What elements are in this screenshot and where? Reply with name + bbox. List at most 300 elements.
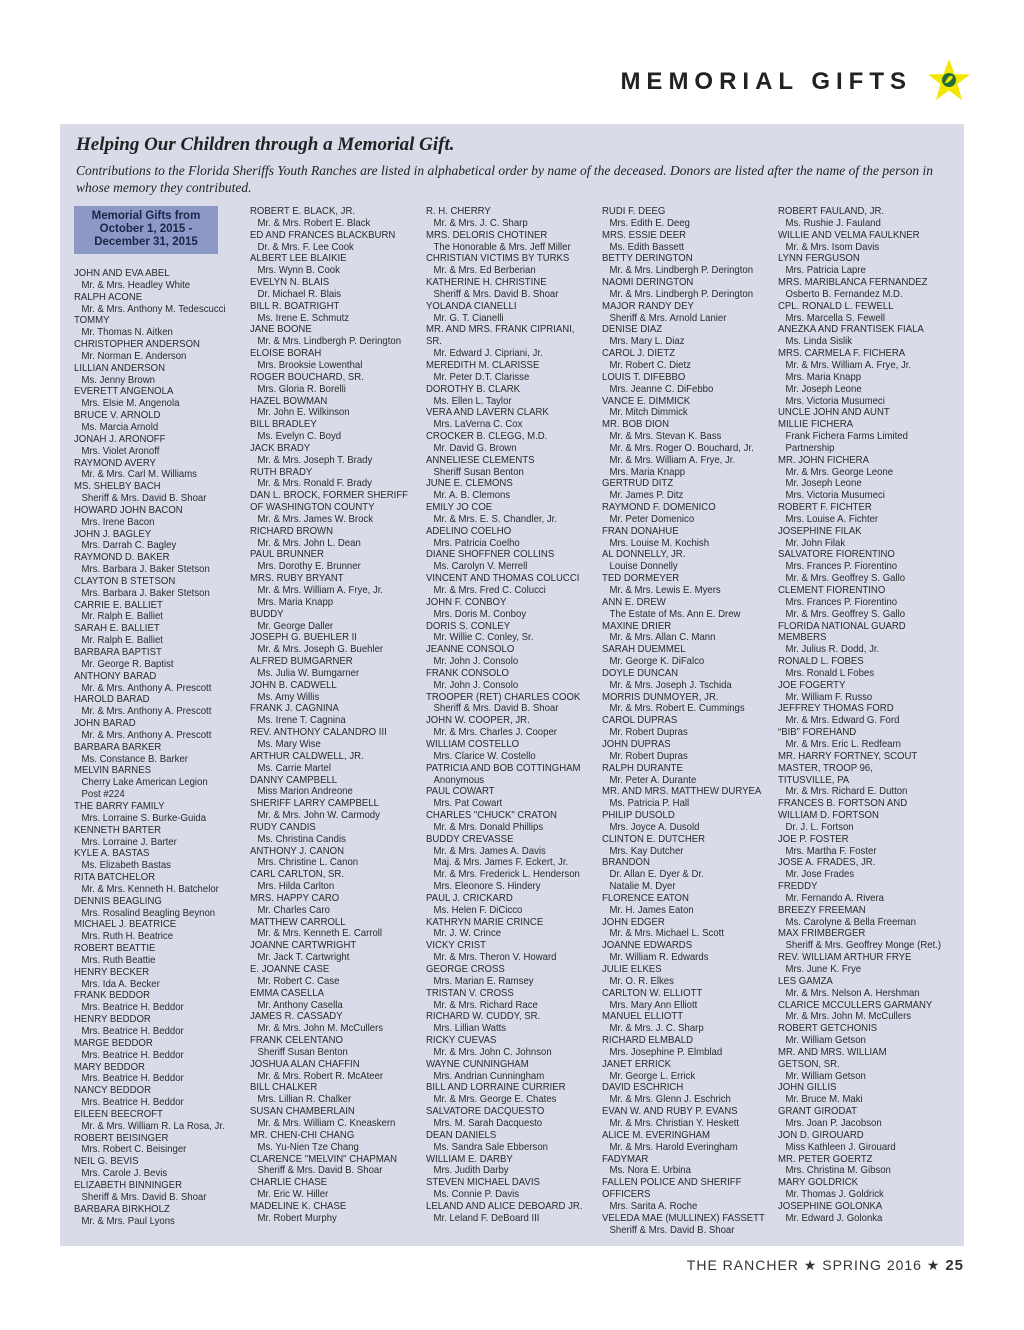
donor-name: Mr. George L. Errick <box>609 1070 696 1082</box>
donor-name: Mr. William R. Edwards <box>609 952 709 964</box>
donor-name: Ms. Sandra Sale Ebberson <box>433 1141 548 1153</box>
donor-name: Mr. & Mrs. Joseph J. Tschida <box>609 679 732 691</box>
donor-name: Cherry Lake American Legion <box>81 777 208 789</box>
donor-name: Sheriff Susan Benton <box>433 466 524 478</box>
deceased-name: BILL R. BOATRIGHT <box>250 300 340 312</box>
donor-name: Mrs. Beatrice H. Beddor <box>81 1002 184 1014</box>
deceased-name: FALLEN POLICE AND SHERIFF <box>602 1177 742 1189</box>
deceased-name: JULIE ELKES <box>602 964 662 975</box>
deceased-name: BARBARA BARKER <box>74 741 162 753</box>
donor-name: Sheriff & Mrs. David B. Shoar <box>609 1224 735 1236</box>
deceased-name: ARTHUR CALDWELL, JR. <box>250 750 364 762</box>
donor-name: Mr. & Mrs. Isom Davis <box>785 241 880 253</box>
deceased-name: MADELINE K. CHASE <box>250 1200 347 1212</box>
listing-column-1 <box>74 206 242 1227</box>
deceased-name: PAUL BRUNNER <box>250 549 324 561</box>
donor-name: Mr. & Mrs. J. C. Sharp <box>609 1023 704 1035</box>
donor-name: Sheriff & Mrs. David B. Shoar <box>81 493 207 505</box>
deceased-name: BETTY DERINGTON <box>602 253 693 265</box>
donor-name: Mr. Edward J. Golonka <box>785 1212 883 1224</box>
donor-name: Mr. John Filak <box>785 537 846 549</box>
donor-name: Mr. Peter D.T. Clarisse <box>433 371 530 383</box>
donor-name: Mrs. Barbara J. Baker Stetson <box>81 564 210 576</box>
donor-name: Mrs. Doris M. Conboy <box>433 608 527 620</box>
deceased-name: DOROTHY B. CLARK <box>426 383 521 395</box>
donor-name: Mr. Willie C. Conley, Sr. <box>433 632 534 644</box>
deceased-name: MARY GOLDRICK <box>778 1177 859 1189</box>
deceased-name: REV. WILLIAM ARTHUR FRYE <box>778 952 912 964</box>
deceased-name: CHRISTOPHER ANDERSON <box>74 339 200 351</box>
deceased-name: ROGER BOUCHARD, SR. <box>250 371 364 383</box>
donor-name: Mrs. Wynn B. Cook <box>257 265 340 277</box>
donor-name: Mr. & Mrs. George E. Chates <box>433 1094 557 1106</box>
donor-name: Mrs. Marcella S. Fewell <box>785 312 886 324</box>
donor-name: Mr. Norman E. Anderson <box>81 350 187 362</box>
donor-name: Mrs. Lorraine S. Burke-Guida <box>81 812 207 824</box>
donor-name: Mrs. Louise A. Fichter <box>785 513 879 525</box>
donor-name: Mr. & Mrs. Lindbergh P. Derington <box>609 288 754 300</box>
deceased-name: ANTHONY BARAD <box>74 670 157 682</box>
deceased-name: DANNY CAMPBELL <box>250 774 338 786</box>
donor-name: Sheriff & Mrs. David B. Shoar <box>433 703 559 715</box>
donor-name: The Estate of Ms. Ann E. Drew <box>609 608 741 620</box>
deceased-name: MRS. DELORIS CHOTINER <box>426 229 548 241</box>
deceased-name: JOHN AND EVA ABEL <box>74 268 170 279</box>
deceased-name: VINCENT AND THOMAS COLUCCI <box>426 573 580 585</box>
deceased-name: MR. AND MRS. WILLIAM <box>778 1046 887 1058</box>
donor-name: Mrs. Victoria Musumeci <box>785 490 885 502</box>
donor-name: Mr. & Mrs. James A. Davis <box>433 845 546 857</box>
deceased-name: DENISE DIAZ <box>602 324 663 336</box>
donor-name: Ms. Nora E. Urbina <box>609 1165 691 1177</box>
deceased-name: RICHARD ELMBALD <box>602 1035 694 1047</box>
donor-name: Mr. Eric W. Hiller <box>257 1189 329 1201</box>
donor-name: Mrs. Ruth H. Beatrice <box>81 931 174 943</box>
deceased-name: BILL CHALKER <box>250 1082 318 1094</box>
deceased-name: SR. <box>426 336 442 348</box>
donor-name: Mr. & Mrs. Geoffrey S. Gallo <box>785 608 906 620</box>
deceased-name: CROCKER B. CLEGG, M.D. <box>426 431 548 443</box>
deceased-name: JOANNE CARTWRIGHT <box>250 940 357 952</box>
donor-name: Mr. & Mrs. Robert E. Cummings <box>609 703 745 715</box>
donor-name: Mrs. Ronald L Fobes <box>785 667 875 679</box>
deceased-name: MR. JOHN FICHERA <box>778 454 869 466</box>
donor-name: Mrs. Frances P. Fiorentino <box>785 596 898 608</box>
deceased-name: JOE P. FOSTER <box>778 833 849 845</box>
deceased-name: MRS. RUBY BRYANT <box>250 573 344 585</box>
deceased-name: E. JOANNE CASE <box>250 964 330 975</box>
deceased-name: CHARLIE CHASE <box>250 1177 328 1189</box>
deceased-name: CARLTON W. ELLIOTT <box>602 987 703 999</box>
donor-name: Mr. Thomas J. Goldrick <box>785 1189 884 1201</box>
deceased-name: LYNN FERGUSON <box>778 253 860 265</box>
donor-name: Ms. Julia W. Bumgarner <box>257 667 360 679</box>
deceased-name: REV. ANTHONY CALANDRO III <box>250 727 387 739</box>
donor-name: Mr. O. R. Elkes <box>609 975 674 987</box>
donor-name: Mr. James P. Ditz <box>609 490 684 502</box>
donor-name: Mrs. Hilda Carlton <box>257 881 335 893</box>
issue-season: SPRING 2016 <box>822 1257 922 1273</box>
deceased-name: JOSHUA ALAN CHAFFIN <box>250 1058 360 1070</box>
donor-name: Mrs. Clarice W. Costello <box>433 750 536 762</box>
donor-name: Ms. Irene T. Cagnina <box>257 715 346 727</box>
deceased-name: WILLIE AND VELMA FAULKNER <box>778 229 920 241</box>
deceased-name: ANTHONY J. CANON <box>250 845 344 857</box>
deceased-name: CARL CARLTON, SR. <box>250 869 345 881</box>
donor-name: Sheriff & Mrs. David B. Shoar <box>257 1165 383 1177</box>
deceased-name: JOHN DUPRAS <box>602 738 671 750</box>
donor-name: Mrs. Carole J. Bevis <box>81 1168 168 1180</box>
donor-name: Mrs. Josephine P. Elmblad <box>609 1046 723 1058</box>
deceased-name: NEIL G. BEVIS <box>74 1156 139 1168</box>
donor-name: Anonymous <box>433 774 485 786</box>
donor-name: Mrs. Mary Ann Elliott <box>609 999 698 1011</box>
deceased-name: JOSEPHINE FILAK <box>778 525 862 537</box>
donor-name: Mr. & Mrs. Anthony A. Prescott <box>81 706 212 718</box>
deceased-name: DAVID ESCHRICH <box>602 1082 684 1094</box>
deceased-name: JAMES R. CASSADY <box>250 1011 343 1023</box>
section-title: Helping Our Children through a Memorial Gift. <box>76 134 455 155</box>
deceased-name: DOYLE DUNCAN <box>602 667 679 679</box>
deceased-name: YOLANDA CIANELLI <box>426 300 517 312</box>
donor-name: Mr. & Mrs. James W. Brock <box>257 513 373 525</box>
donor-name: Mr. J. W. Crince <box>433 928 502 940</box>
deceased-name: ROBERT E. BLACK, JR. <box>250 206 356 217</box>
donor-name: Mr. H. James Eaton <box>609 904 694 916</box>
donor-name: Mr. & Mrs. Robert E. Black <box>257 217 371 229</box>
donor-name: Mr. John J. Consolo <box>433 656 519 668</box>
donor-name: Mrs. Louise M. Kochish <box>609 537 710 549</box>
deceased-name: WAYNE CUNNINGHAM <box>426 1058 529 1070</box>
deceased-name: MARY BEDDOR <box>74 1061 145 1073</box>
donor-name: Ms. Elizabeth Bastas <box>81 860 171 872</box>
publication-name: THE RANCHER <box>686 1257 799 1273</box>
deceased-name: JOHN EDGER <box>602 916 665 928</box>
deceased-name: FRANK BEDDOR <box>74 990 151 1002</box>
donor-name: Mr. & Mrs. Eric L. Redfearn <box>785 738 902 750</box>
deceased-name: HOWARD JOHN BACON <box>74 504 183 516</box>
donor-name: Mr. & Mrs. Anthony M. Tedescucci <box>81 303 226 315</box>
deceased-name: JANET ERRICK <box>602 1058 672 1070</box>
deceased-name: JOSEPH G. BUEHLER II <box>250 632 357 644</box>
deceased-name: SARAH E. BALLIET <box>74 623 160 635</box>
deceased-name: PAUL COWART <box>426 786 495 798</box>
deceased-name: BREEZY FREEMAN <box>778 904 866 916</box>
donor-name: Sheriff & Mrs. Arnold Lanier <box>609 312 727 324</box>
deceased-name: VELEDA MAE (MULLINEX) FASSETT <box>602 1212 765 1224</box>
page-footer <box>687 1257 964 1274</box>
donor-name: Mr. & Mrs. Richard E. Dutton <box>785 786 908 798</box>
donor-name: Mrs. Elsie M. Angenola <box>81 398 180 410</box>
deceased-name: JUNE E. CLEMONS <box>426 478 513 490</box>
deceased-name: “BIB” FOREHAND <box>778 727 857 739</box>
deceased-name: TOMMY <box>74 315 110 327</box>
donor-name: Ms. Christina Candis <box>257 833 346 845</box>
deceased-name: ANN E. DREW <box>602 596 666 608</box>
deceased-name: RAYMOND F. DOMENICO <box>602 502 716 514</box>
donor-name: Mr. & Mrs. E. S. Chandler, Jr. <box>433 513 557 525</box>
separator-star: ★ <box>926 1257 941 1273</box>
deceased-name: BRANDON <box>602 857 650 869</box>
deceased-name: ROBERT F. FICHTER <box>778 502 872 514</box>
deceased-name: MELVIN BARNES <box>74 765 151 777</box>
deceased-name: NAOMI DERINGTON <box>602 277 694 289</box>
donor-name: Ms. Carolyn V. Merrell <box>433 561 528 573</box>
donor-name: Mrs. Christine L. Canon <box>257 857 359 869</box>
deceased-name: MR. PETER GOERTZ <box>778 1153 873 1165</box>
donor-name: Ms. Carolyne & Bella Freeman <box>785 916 916 928</box>
donor-name: Mr. George R. Baptist <box>81 658 174 670</box>
donor-name: Ms. Jenny Brown <box>81 374 155 386</box>
deceased-name: BILL AND LORRAINE CURRIER <box>426 1082 566 1094</box>
donor-name: Mr. David G. Brown <box>433 442 517 454</box>
donor-name: Dr. & Mrs. F. Lee Cook <box>257 241 354 253</box>
separator-star: ★ <box>803 1257 818 1273</box>
donor-name: Mr. Julius R. Dodd, Jr. <box>785 644 880 656</box>
deceased-name: BILL BRADLEY <box>250 419 317 431</box>
donor-name: Sheriff & Mrs. David B. Shoar <box>433 288 559 300</box>
donor-name: Mrs. Beatrice H. Beddor <box>81 1073 184 1085</box>
deceased-name: SUSAN CHAMBERLAIN <box>250 1106 355 1118</box>
deceased-name: CHRISTIAN VICTIMS BY TURKS <box>426 253 570 265</box>
deceased-name: JONAH J. ARONOFF <box>74 433 166 445</box>
deceased-name: BARBARA BIRKHOLZ <box>74 1203 170 1215</box>
deceased-name: PAUL J. CRICKARD <box>426 892 513 904</box>
deceased-name: MORRIS DUNMOYER, JR. <box>602 691 719 703</box>
deceased-name: FRANK CONSOLO <box>426 667 510 679</box>
donor-name: Mr. Robert C. Dietz <box>609 359 691 371</box>
donor-name: Louise Donnelly <box>609 561 678 573</box>
donor-name: Mrs. Christina M. Gibson <box>785 1165 891 1177</box>
deceased-name: ROBERT BEATTIE <box>74 943 156 955</box>
donor-name: Mr. G. T. Cianelli <box>433 312 504 324</box>
donor-name: Mr. & Mrs. Ronald F. Brady <box>257 478 372 490</box>
deceased-name: DORIS S. CONLEY <box>426 620 511 632</box>
deceased-name: ELIZABETH BINNINGER <box>74 1179 183 1191</box>
donor-name: Mr. & Mrs. Joseph T. Brady <box>257 454 373 466</box>
deceased-name: EMMA CASELLA <box>250 987 324 999</box>
donor-name: Mrs. Kay Dutcher <box>609 845 684 857</box>
deceased-name: JEFFREY THOMAS FORD <box>778 703 894 715</box>
donor-name: Mr. Joseph Leone <box>785 383 862 395</box>
donor-name: Dr. Allan E. Dyer & Dr. <box>609 869 704 881</box>
donor-name: Mr. & Mrs. Headley White <box>81 279 191 291</box>
deceased-name: CPL. RONALD L. FEWELL <box>778 300 894 312</box>
sheriff-star-icon <box>926 58 972 104</box>
donor-name: Mr. & Mrs. Anthony A. Prescott <box>81 682 212 694</box>
donor-name: Mr. John J. Consolo <box>433 679 519 691</box>
deceased-name: MEREDITH M. CLARISSE <box>426 359 540 371</box>
deceased-name: MRS. ESSIE DEER <box>602 229 687 241</box>
deceased-name: FRANK J. CAGNINA <box>250 703 339 715</box>
donor-name: Mrs. Dorothy E. Brunner <box>257 561 361 573</box>
donor-name: Mrs. Andrian Cunningham <box>433 1070 545 1082</box>
deceased-name: JOSEPHINE GOLONKA <box>778 1200 883 1212</box>
deceased-name: ROBERT FAULAND, JR. <box>778 206 885 217</box>
donor-name: Mrs. Maria Knapp <box>609 466 686 478</box>
donor-name: Mr. Robert Murphy <box>257 1212 337 1224</box>
deceased-name: UNCLE JOHN AND AUNT <box>778 407 890 419</box>
donor-name: Mrs. Judith Darby <box>433 1165 509 1177</box>
donor-name: Frank Fichera Farms Limited <box>785 431 908 443</box>
donor-name: Mr. & Mrs. Christian Y. Heskett <box>609 1117 740 1129</box>
donor-name: Mr. & Mrs. Lindbergh P. Derington <box>609 265 754 277</box>
deceased-name: MAX FRIMBERGER <box>778 928 866 940</box>
donor-name: Mrs. Lorraine J. Barter <box>81 836 177 848</box>
donor-name: Mrs. Marian E. Ramsey <box>433 975 534 987</box>
donor-name: Mrs. Beatrice H. Beddor <box>81 1049 184 1061</box>
donor-name: Mrs. Maria Knapp <box>257 596 334 608</box>
deceased-name: DIANE SHOFFNER COLLINS <box>426 549 555 561</box>
deceased-name: CLEMENT FIORENTINO <box>778 585 886 596</box>
donor-name: Mr. & Mrs. William A. Frye, Jr. <box>785 359 912 371</box>
donor-name: Mr. Ralph E. Balliet <box>81 635 163 647</box>
deceased-name: CAROL DUPRAS <box>602 715 678 727</box>
donor-name: Mrs. Joan P. Jacobson <box>785 1117 882 1129</box>
deceased-name: LELAND AND ALICE DEBOARD JR. <box>426 1200 583 1212</box>
listing-column-5 <box>778 206 946 1225</box>
deceased-name: ANNELIESE CLEMENTS <box>426 454 535 466</box>
deceased-name: JOE FOGERTY <box>778 679 846 691</box>
donor-name: Mrs. Mary L. Diaz <box>609 336 685 348</box>
deceased-name: KATHERINE H. CHRISTINE <box>426 277 547 289</box>
deceased-name: PHILIP DUSOLD <box>602 810 675 822</box>
deceased-name: VERA AND LAVERN CLARK <box>426 407 549 419</box>
donor-name: Mrs. Joyce A. Dusold <box>609 821 700 833</box>
donor-name: Mrs. Beatrice H. Beddor <box>81 1026 184 1037</box>
donor-name: Natalie M. Dyer <box>609 881 676 893</box>
donor-name: Mrs. Darrah C. Bagley <box>81 540 177 552</box>
donor-name: Miss Marion Andreone <box>257 786 353 798</box>
donor-name: Mrs. Robert C. Beisinger <box>81 1144 187 1156</box>
donor-name: Mr. & Mrs. William C. Kneaskern <box>257 1117 396 1129</box>
donor-name: Ms. Patricia P. Hall <box>609 798 690 810</box>
deceased-name: LILLIAN ANDERSON <box>74 362 166 374</box>
deceased-name: MR. AND MRS. MATTHEW DURYEA <box>602 786 762 798</box>
deceased-name: LOUIS T. DIFEBBO <box>602 371 686 383</box>
deceased-name: BARBARA BAPTIST <box>74 647 162 658</box>
deceased-name: CLINTON E. DUTCHER <box>602 833 706 845</box>
deceased-name: JOANNE EDWARDS <box>602 940 693 952</box>
deceased-name: RUDI F. DEEG <box>602 206 666 217</box>
donor-name: Mr. Robert Dupras <box>609 750 688 762</box>
donor-name: Mrs. Beatrice H. Beddor <box>81 1097 184 1109</box>
donor-name: Mrs. Barbara J. Baker Stetson <box>81 587 210 599</box>
deceased-name: CLARICE MCCULLERS GARMANY <box>778 999 933 1011</box>
deceased-name: EMILY JO COE <box>426 502 493 514</box>
donor-name: Mr. Joseph Leone <box>785 478 862 490</box>
donor-name: Mr. & Mrs. John C. Johnson <box>433 1046 552 1058</box>
donor-name: Ms. Rushie J. Fauland <box>785 217 881 229</box>
donor-name: Ms. Evelyn C. Boyd <box>257 431 342 443</box>
deceased-name: CLARENCE "MELVIN" CHAPMAN <box>250 1153 398 1165</box>
deceased-name: EVAN W. AND RUBY P. EVANS <box>602 1106 738 1118</box>
deceased-name: NANCY BEDDOR <box>74 1085 151 1097</box>
donor-name: Mr. & Mrs. John W. Carmody <box>257 810 380 822</box>
donor-name: Mrs. Gloria R. Borelli <box>257 383 346 395</box>
deceased-name: FLORENCE EATON <box>602 892 689 904</box>
deceased-name: MANUEL ELLIOTT <box>602 1011 684 1023</box>
deceased-name: AL DONNELLY, JR. <box>602 549 686 561</box>
donor-name: Mr. & Mrs. Anthony A. Prescott <box>81 729 212 741</box>
donor-name: Mr. & Mrs. Charles J. Cooper <box>433 727 557 739</box>
deceased-name: JANE BOONE <box>250 324 312 336</box>
donor-name: Mrs. Eleonore S. Hindery <box>433 881 541 893</box>
deceased-name: FRANCES B. FORTSON AND <box>778 798 908 810</box>
donor-name: Mr. & Mrs. Frederick L. Henderson <box>433 869 580 881</box>
donor-name: Mr. & Mrs. John M. McCullers <box>257 1023 384 1035</box>
donor-name: Mr. & Mrs. Carl M. Williams <box>81 469 197 481</box>
deceased-name: ROBERT GETCHONIS <box>778 1023 878 1035</box>
deceased-name: R. H. CHERRY <box>426 206 491 217</box>
deceased-name: MRS. CARMELA F. FICHERA <box>778 348 906 360</box>
deceased-name: CARRIE E. BALLIET <box>74 599 163 611</box>
deceased-name: GERTRUD DITZ <box>602 478 674 490</box>
donor-name: Mr. & Mrs. Robert R. McAteer <box>257 1070 384 1082</box>
donor-name: Mr. Bruce M. Maki <box>785 1094 863 1106</box>
deceased-name: LES GAMZA <box>778 975 833 987</box>
donor-name: Mr. William Getson <box>785 1035 866 1047</box>
donor-name: Ms. Linda Sislik <box>785 336 853 348</box>
period-label: Memorial Gifts from October 1, 2015 - December 31, 2015 <box>74 206 218 254</box>
donor-name: Mr. Anthony Casella <box>257 999 343 1011</box>
deceased-name: TROOPER (RET) CHARLES COOK <box>426 691 581 703</box>
donor-name: Mr. & Mrs. Harold Everingham <box>609 1141 738 1153</box>
deceased-name: RAYMOND D. BAKER <box>74 552 170 564</box>
donor-name: Mr. Leland F. DeBoard III <box>433 1212 540 1224</box>
deceased-name: MRS. HAPPY CARO <box>250 892 340 904</box>
donor-name: Ms. Irene E. Schmutz <box>257 312 350 324</box>
donor-name: Mr. & Mrs. Nelson A. Hershman <box>785 987 920 999</box>
donor-name: Mr. & Mrs. John M. McCullers <box>785 1011 912 1023</box>
deceased-name: RUDY CANDIS <box>250 821 316 833</box>
donor-name: Mr. Mitch Dimmick <box>609 407 688 419</box>
listing-column-3 <box>426 206 594 1225</box>
deceased-name: ADELINO COELHO <box>426 525 512 537</box>
deceased-name: OF WASHINGTON COUNTY <box>250 502 375 514</box>
deceased-name: THE BARRY FAMILY <box>74 800 165 812</box>
donor-name: Miss Kathleen J. Girouard <box>785 1141 896 1153</box>
deceased-name: TITUSVILLE, PA <box>778 774 850 786</box>
deceased-name: BUDDY CREVASSE <box>426 833 514 845</box>
donor-name: The Honorable & Mrs. Jeff Miller <box>433 241 571 253</box>
deceased-name: HAROLD BARAD <box>74 694 150 706</box>
deceased-name: ED AND FRANCES BLACKBURN <box>250 229 396 241</box>
donor-name: Mr. & Mrs. Lindbergh P. Derington <box>257 336 402 348</box>
donor-name: Sheriff & Mrs. Geoffrey Monge (Ret.) <box>785 940 942 952</box>
deceased-name: MR. BOB DION <box>602 419 670 431</box>
donor-name: Mr. & Mrs. Paul Lyons <box>81 1215 175 1227</box>
donor-name: Mr. & Mrs. William R. La Rosa, Jr. <box>81 1120 225 1132</box>
donor-name: Ms. Connie P. Davis <box>433 1189 520 1201</box>
donor-name: Mr. Fernando A. Rivera <box>785 892 884 904</box>
donor-name: Mr. & Mrs. Lewis E. Myers <box>609 585 721 596</box>
donor-name: Partnership <box>785 442 835 454</box>
deceased-name: HENRY BEDDOR <box>74 1014 151 1026</box>
deceased-name: WILLIAM D. FORTSON <box>778 810 879 822</box>
donor-name: Mr. & Mrs. Donald Phillips <box>433 821 544 833</box>
deceased-name: KATHRYN MARIE CRINCE <box>426 916 544 928</box>
donor-name: Mr. Edward J. Cipriani, Jr. <box>433 348 543 360</box>
donor-name: Mr. & Mrs. Richard Race <box>433 999 538 1011</box>
donor-name: Mrs. Patricia Coelho <box>433 537 520 549</box>
deceased-name: RALPH DURANTE <box>602 762 683 774</box>
deceased-name: CHARLES "CHUCK" CRATON <box>426 810 557 822</box>
donor-name: Ms. Constance B. Barker <box>81 753 188 765</box>
deceased-name: MICHAEL J. BEATRICE <box>74 919 177 931</box>
donor-name: Mr. Robert Dupras <box>609 727 688 739</box>
deceased-name: ROBERT BEISINGER <box>74 1132 169 1144</box>
